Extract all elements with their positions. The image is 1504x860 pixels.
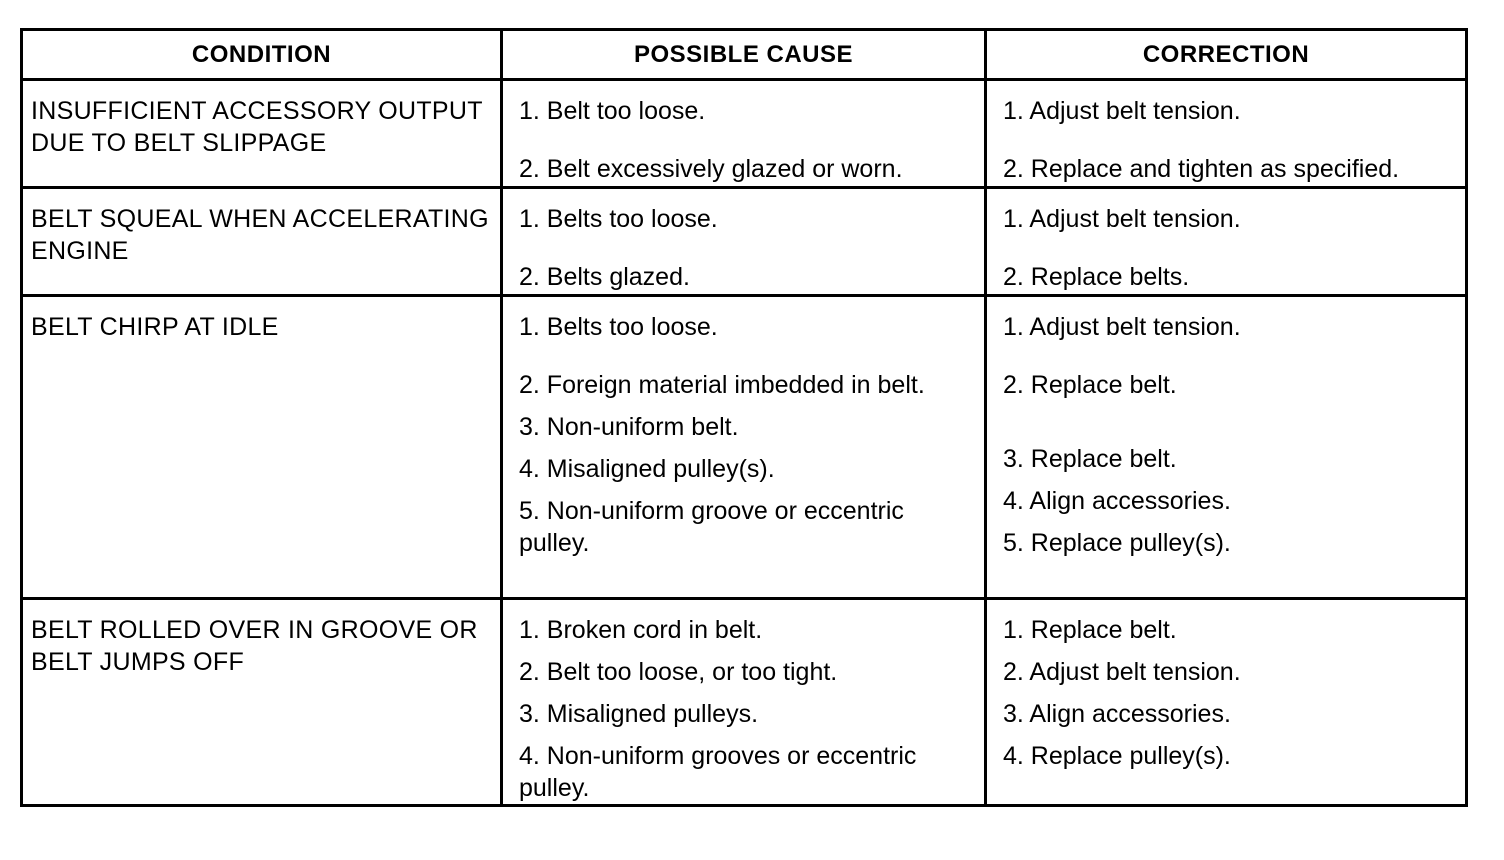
- correction-item: 3. Align accessories.: [1003, 700, 1231, 728]
- correction-item: 5. Replace pulley(s).: [1003, 529, 1231, 557]
- cause-cell: [502, 188, 986, 296]
- cause-item: 2. Foreign material imbedded in belt.: [519, 371, 925, 399]
- cause-item: 2. Belts glazed.: [519, 263, 690, 291]
- correction-item: 1. Replace belt.: [1003, 616, 1177, 644]
- correction-cell: [986, 188, 1467, 296]
- header-possible-cause: POSSIBLE CAUSE: [502, 30, 986, 80]
- cause-item: 3. Non-uniform belt.: [519, 413, 739, 441]
- table-row: [22, 80, 1467, 188]
- correction-item: 4. Align accessories.: [1003, 487, 1231, 515]
- belt-diagnosis-table: [20, 28, 1468, 807]
- table-row: [22, 599, 1467, 806]
- cause-item: 4. Non-uniform grooves or eccentric pulley.: [519, 742, 917, 802]
- header-row: [22, 30, 1467, 80]
- condition-text: BELT CHIRP AT IDLE: [31, 313, 279, 341]
- condition-text: BELT ROLLED OVER IN GROOVE OR BELT JUMPS OFF: [31, 616, 478, 676]
- correction-item: 1. Adjust belt tension.: [1003, 313, 1241, 341]
- cause-item: 4. Misaligned pulley(s).: [519, 455, 775, 483]
- condition-cell: [22, 80, 502, 188]
- correction-cell: [986, 80, 1467, 188]
- header-condition: CONDITION: [22, 30, 502, 80]
- cause-item: 2. Belt too loose, or too tight.: [519, 658, 838, 686]
- cause-item: 5. Non-uniform groove or eccentric pulley.: [519, 497, 904, 557]
- correction-item: 2. Replace and tighten as specified.: [1003, 155, 1400, 183]
- correction-item: 1. Adjust belt tension.: [1003, 97, 1241, 125]
- condition-cell: [22, 188, 502, 296]
- correction-cell: [986, 599, 1467, 806]
- table-row: [22, 296, 1467, 599]
- condition-cell: [22, 599, 502, 806]
- condition-cell: [22, 296, 502, 599]
- cause-item: 2. Belt excessively glazed or worn.: [519, 155, 903, 183]
- correction-item: 2. Replace belts.: [1003, 263, 1190, 291]
- cause-cell: [502, 599, 986, 806]
- correction-item: 2. Adjust belt tension.: [1003, 658, 1241, 686]
- correction-cell: [986, 296, 1467, 599]
- condition-text: INSUFFICIENT ACCESSORY OUTPUT DUE TO BELT SLIPPAGE: [31, 97, 483, 157]
- correction-item: 1. Adjust belt tension.: [1003, 205, 1241, 233]
- cause-item: 1. Belt too loose.: [519, 97, 706, 125]
- cause-cell: [502, 296, 986, 599]
- header-correction: CORRECTION: [986, 30, 1467, 80]
- condition-text: BELT SQUEAL WHEN ACCELERATING ENGINE: [31, 205, 489, 265]
- correction-item: 3. Replace belt.: [1003, 445, 1177, 473]
- cause-item: 1. Belts too loose.: [519, 313, 718, 341]
- cause-item: 1. Belts too loose.: [519, 205, 718, 233]
- cause-cell: [502, 80, 986, 188]
- table-row: [22, 188, 1467, 296]
- cause-item: 1. Broken cord in belt.: [519, 616, 763, 644]
- cause-item: 3. Misaligned pulleys.: [519, 700, 759, 728]
- correction-item: 4. Replace pulley(s).: [1003, 742, 1231, 770]
- correction-item: 2. Replace belt.: [1003, 371, 1177, 399]
